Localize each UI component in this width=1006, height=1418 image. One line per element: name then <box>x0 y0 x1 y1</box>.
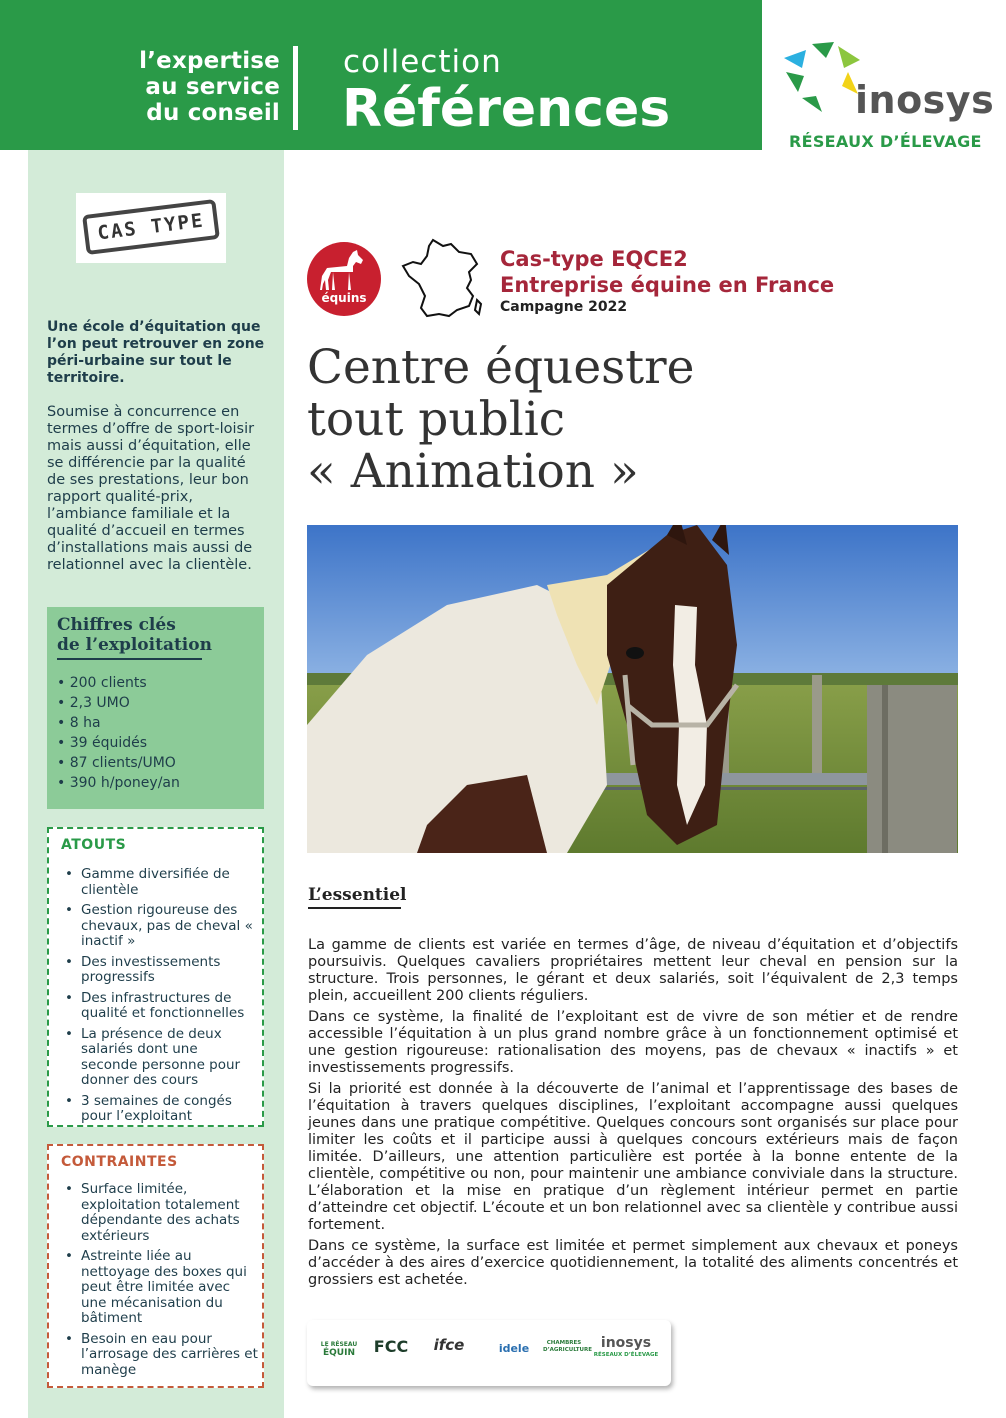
atouts-heading: ATOUTS <box>61 837 127 853</box>
paragraph: Dans ce système, la surface est limitée et permet simplement aux chevaux et poneys d’accéder à des aires d’exercice quotidiennement, la totalité des aliments concentrés et grossiers est achetée. <box>308 1238 958 1288</box>
inosys-mark-icon <box>782 40 862 116</box>
page-title-line-3: « Animation » <box>307 444 639 499</box>
key-figures-title <box>57 615 212 655</box>
key-figures-underline <box>57 658 202 660</box>
atouts-list <box>63 867 258 1130</box>
idele-label: idele <box>498 1342 530 1355</box>
horse-photo-illustration <box>307 525 958 853</box>
key-figures-box <box>47 607 264 809</box>
list-item: • 390 h/poney/an <box>57 773 180 793</box>
list-item: • 87 clients/UMO <box>57 753 180 773</box>
inosys-logo <box>762 0 1006 150</box>
list-item: • Surface limitée, exploitation totalement dépendante des achats extérieurs <box>63 1182 258 1244</box>
tagline-line-3: du conseil <box>146 100 280 126</box>
reseau-equin-line-1: LE RÉSEAU <box>320 1341 358 1348</box>
list-item: • 200 clients <box>57 673 180 693</box>
essentiel-underline <box>308 907 401 909</box>
ifce-logo <box>421 1336 477 1354</box>
horse-photo <box>307 525 958 853</box>
list-item: • Besoin en eau pour l’arrosage des carrières et manège <box>63 1332 258 1379</box>
list-item: • 39 équidés <box>57 733 180 753</box>
idele-logo <box>489 1342 539 1356</box>
inosys-small-sub: RÉSEAUX D’ÉLEVAGE <box>593 1352 659 1358</box>
contraintes-heading: CONTRAINTES <box>61 1154 178 1170</box>
key-figures-title-line-1: Chiffres clés <box>57 615 176 635</box>
contraintes-list <box>63 1182 258 1383</box>
list-item: • Gamme diversifiée de clientèle <box>63 867 258 898</box>
cas-type-subtitle: Entreprise équine en France <box>500 273 835 297</box>
tagline <box>96 48 280 126</box>
inosys-small-logo <box>591 1334 661 1359</box>
france-map-icon <box>399 236 485 322</box>
equins-badge <box>307 242 381 316</box>
atouts-box <box>47 827 264 1127</box>
page-title-line-1: Centre équestre <box>307 340 695 395</box>
inosys-small-label: inosys <box>600 1335 652 1351</box>
intro-description: Soumise à concurrence en termes d’offre de sport-loisir mais aussi d’équitation, elle se différencie par la qualité de ses prestations, leur bon rapport qualité-prix, l’ambiance familiale et la qualité d’accueil en termes d’installations mais aussi de relationnel avec la clientèle. <box>47 404 255 573</box>
fcc-logo <box>371 1338 411 1356</box>
list-item: • Astreinte liée au nettoyage des boxes qui peut être limitée avec une mécanisation du bâtiment <box>63 1249 258 1327</box>
paragraph: Dans ce système, la finalité de l’exploitant est de vivre de son métier et de rendre accessible l’équitation à un plus grand nombre grâce à un fonctionnement optimisé et une gestion rigoureuse: rationalisation des moyens, pas de chevaux « inactifs » et investissements progressifs. <box>308 1009 958 1076</box>
chambres-label: CHAMBRES D’AGRICULTURE <box>543 1340 593 1353</box>
key-figures-list <box>57 673 180 793</box>
list-item: • 8 ha <box>57 713 180 733</box>
key-figures-title-line-2: de l’exploitation <box>57 635 212 655</box>
collection-title: Références <box>342 79 671 139</box>
page-title-line-2: tout public <box>307 392 566 447</box>
collection-word: collection <box>343 44 502 80</box>
inosys-subtitle: RÉSEAUX D’ÉLEVAGE <box>789 132 982 151</box>
inosys-wordmark: inosys <box>855 78 995 122</box>
list-item: • 2,3 UMO <box>57 693 180 713</box>
page-title <box>307 342 907 498</box>
list-item: • Des infrastructures de qualité et fonctionnelles <box>63 991 258 1022</box>
campaign-year: Campagne 2022 <box>500 299 628 315</box>
list-item: • Gestion rigoureuse des chevaux, pas de cheval « inactif » <box>63 903 258 950</box>
paragraph: La gamme de clients est variée en termes d’âge, de niveau d’équitation et d’objectifs poursuivis. Quelques cavaliers propriétaires mettent leur cheval en pension sur la structure. Trois personnes, le gérant et deux salariés, soit l’équivalent de 2,3 temps plein, accueillent 200 clients réguliers. <box>308 937 958 1004</box>
list-item: • Des investissements progressifs <box>63 955 258 986</box>
partner-logos <box>307 1320 671 1386</box>
chambres-agriculture-logo <box>543 1340 593 1354</box>
fcc-label: FCC <box>373 1337 409 1356</box>
horse-icon <box>319 250 369 292</box>
tagline-line-2: au service <box>145 74 280 100</box>
essentiel-heading: L’essentiel <box>308 885 407 905</box>
body-text <box>308 937 958 1293</box>
equins-label: équins <box>321 291 367 305</box>
ifce-label: ifce <box>433 1336 465 1354</box>
tagline-line-1: l’expertise <box>139 48 280 74</box>
cas-type-code: Cas-type EQCE2 <box>500 247 688 271</box>
list-item: • La présence de deux salariés dont une seconde personne pour donner des cours <box>63 1027 258 1089</box>
reseau-equin-line-2: ÉQUIN <box>323 1348 355 1358</box>
header-divider <box>293 46 298 130</box>
cas-type-stamp: CAS TYPE <box>82 199 220 255</box>
intro-summary: Une école d’équitation que l’on peut retrouver en zone péri-urbaine sur tout le territoire. <box>47 319 265 386</box>
contraintes-box <box>47 1144 264 1388</box>
list-item: • 3 semaines de congés pour l’exploitant <box>63 1094 258 1125</box>
cas-type-stamp-box <box>76 193 226 263</box>
reseau-equin-logo <box>315 1340 363 1358</box>
paragraph: Si la priorité est donnée à la découverte de l’animal et l’apprentissage des bases de l’équitation à travers quelques disciplines, l’exploitant accompagne aussi quelques jeunes dans une pratique compétitive. Quelques concours sont organisés sur place pour limiter les coûts et il participe aussi à quelques concours extérieurs mais de façon limitée. D’ailleurs, une attention particulière est portée à la bonne entente de la clientèle, compétitive ou non, pour maintenir une ambiance conviviale dans la structure. L’élaboration et la mise en pratique d’un règlement intérieur permet en partie d’atteindre cet objectif. L’écoute et un bon relationnel avec sa clientèle y contribue aussi fortement. <box>308 1081 958 1233</box>
